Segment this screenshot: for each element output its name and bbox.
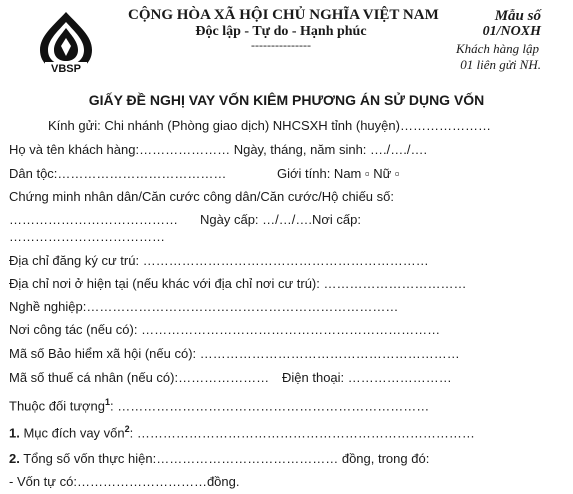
id-label: Chứng minh nhân dân/Căn cước công dân/Căn cước/Hộ chiếu số: <box>9 189 394 204</box>
vbsp-logo <box>35 10 97 76</box>
registered-residence: Địa chỉ đăng ký cư trú: ………………………………………………………… <box>9 253 429 268</box>
current-address: Địa chỉ nơi ở hiện tại (nếu khác với địa chỉ nơi cư trú): …………………………… <box>9 276 467 291</box>
beneficiary-dots: : ……………………………………………………………… <box>110 398 430 414</box>
country-heading: CỘNG HÒA XÃ HỘI CHỦ NGHĨA VIỆT NAM <box>128 7 439 23</box>
recipient-line: Kính gửi: Chi nhánh (Phòng giao dịch) NHCSXH tỉnh (huyện)………………… <box>48 118 491 133</box>
footnote-1-mark: 1 <box>105 397 111 407</box>
form-code-label: Mẫu số <box>494 8 541 24</box>
gender-field: Giới tính: Nam ▫ Nữ ▫ <box>277 166 400 181</box>
issue-info: Ngày cấp: …/…/….Nơi cấp: <box>200 212 361 227</box>
total-capital-line <box>9 451 429 466</box>
own-capital-line: - Vốn tự có:…………………………đồng. <box>9 474 240 489</box>
header-separator: --------------- <box>251 38 311 52</box>
motto: Độc lập - Tự do - Hạnh phúc <box>195 24 367 39</box>
customer-name-line: Họ và tên khách hàng:………………… Ngày, tháng, năm sinh: …./…./…. <box>9 142 428 157</box>
phone-field: Điện thoại: …………………… <box>282 370 452 385</box>
logo-text: VBSP <box>51 63 81 75</box>
beneficiary-label: Thuộc đối tượng <box>9 398 106 414</box>
footnote-2-mark: 2 <box>124 424 130 434</box>
loan-purpose-label: Mục đích vay vốn <box>23 425 125 441</box>
form-number: 01/NOXH <box>482 24 541 39</box>
document-title: GIẤY ĐỀ NGHỊ VAY VỐN KIÊM PHƯƠNG ÁN SỬ DỤNG VỐN <box>88 92 485 108</box>
loan-purpose-number: 1. <box>9 425 20 441</box>
social-insurance-field: Mã số Bảo hiểm xã hội (nếu có): …………………………………………………… <box>9 346 460 361</box>
issue-place-dots: ……………………………… <box>9 229 165 244</box>
total-capital-text: Tổng số vốn thực hiện:…………………………………… đồng, trong đó: <box>23 451 430 466</box>
occupation-field: Nghề nghiệp:……………………………………………………………… <box>9 299 399 314</box>
form-note-2: 01 liên gửi NH. <box>460 57 541 72</box>
loan-purpose-line <box>9 424 475 440</box>
tax-code-field: Mã số thuế cá nhân (nếu có):………………… <box>9 370 270 385</box>
ethnicity-field: Dân tộc:………………………………… <box>9 166 227 181</box>
id-number-dots: ………………………………… <box>9 212 178 227</box>
beneficiary-line <box>9 397 429 413</box>
loan-purpose-dots: : …………………………………………………………………… <box>129 425 475 441</box>
total-capital-number: 2. <box>9 451 20 466</box>
workplace-field: Nơi công tác (nếu có): …………………………………………………………… <box>9 322 441 337</box>
form-note-1: Khách hàng lập <box>455 41 539 56</box>
